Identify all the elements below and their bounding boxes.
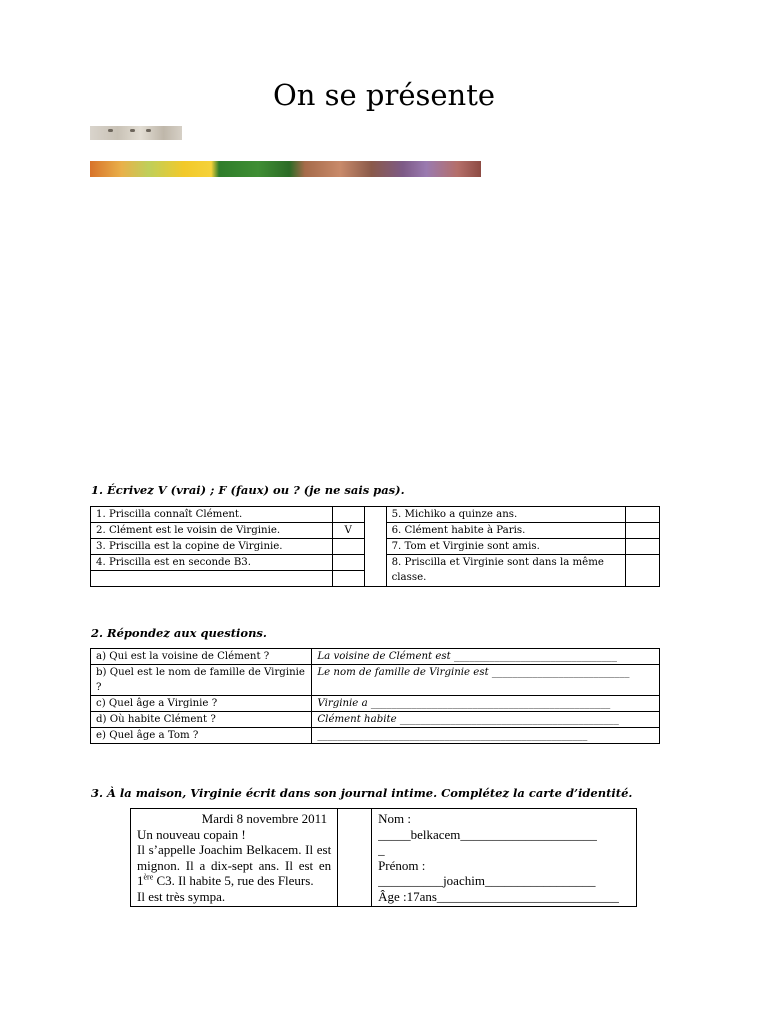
answer-field[interactable]: Le nom de famille de Virginie est ___________________________ (312, 665, 660, 696)
prenom-field[interactable]: __________joachim_________________ (378, 873, 596, 888)
statement: 8. Priscilla et Virginie sont dans la même classe. (386, 555, 626, 587)
photo-thumbnail (90, 126, 182, 140)
journal-body: Il s’appelle Joachim Belkacem. Il est mignon. Il a dix-sept ans. Il est en 1ère C3. Il habite 5, rue des Fleurs. (137, 842, 332, 888)
journal-line: Il est très sympa. (137, 888, 226, 904)
spacer-cell (338, 809, 372, 907)
photo-strip (90, 161, 481, 177)
answer-field[interactable]: _____________________________________________________ (312, 728, 660, 744)
section3-heading: 3. À la maison, Virginie écrit dans son journal intime. Complétez la carte d’identité. (91, 786, 633, 800)
answer-field[interactable]: Virginie a _______________________________________________ (312, 696, 660, 712)
age-field[interactable]: Âge :17ans____________________________ (378, 888, 619, 904)
nom-field[interactable]: _____belkacem_____________________ (378, 826, 597, 842)
question: d) Où habite Clément ? (91, 712, 312, 728)
answer-cell[interactable]: V (332, 523, 364, 539)
page-title: On se présente (272, 78, 496, 112)
journal-date: Mardi 8 novembre 2011 (201, 811, 328, 826)
spacer-cell (364, 507, 386, 587)
statement: 2. Clément est le voisin de Virginie. (91, 523, 333, 539)
section2-heading: 2. Répondez aux questions. (91, 626, 267, 640)
journal-entry (131, 809, 338, 907)
question: e) Quel âge a Tom ? (91, 728, 312, 744)
table-row (91, 696, 660, 712)
answer-cell[interactable] (332, 571, 364, 587)
answer-cell[interactable] (626, 539, 660, 555)
question: c) Quel âge a Virginie ? (91, 696, 312, 712)
identity-card-table (130, 808, 637, 907)
question: b) Quel est le nom de famille de Virginie ? (91, 665, 312, 696)
nom-label: Nom : (378, 811, 411, 826)
answer-cell[interactable] (626, 555, 660, 587)
prenom-label: Prénom : (378, 857, 426, 873)
statement: 5. Michiko a quinze ans. (386, 507, 626, 523)
answer-field[interactable]: Clément habite ___________________________________________ (312, 712, 660, 728)
question: a) Qui est la voisine de Clément ? (91, 649, 312, 665)
answer-cell[interactable] (332, 507, 364, 523)
answer-cell[interactable] (332, 555, 364, 571)
section1-heading: 1. Écrivez V (vrai) ; F (faux) ou ? (je ne sais pas). (91, 483, 405, 497)
statement: 1. Priscilla connaît Clément. (91, 507, 333, 523)
answer-field[interactable]: La voisine de Clément est ________________________________ (312, 649, 660, 665)
statement: 7. Tom et Virginie sont amis. (386, 539, 626, 555)
table-row (91, 507, 660, 523)
table-row (91, 649, 660, 665)
identity-card (372, 809, 637, 907)
statement: 4. Priscilla est en seconde B3. (91, 555, 333, 571)
table-row (131, 809, 637, 907)
journal-line: Un nouveau copain ! (137, 826, 246, 842)
photo-detail (146, 129, 151, 132)
nom-field-extra: _ (378, 842, 385, 857)
photo-detail (108, 129, 113, 132)
photo-detail (130, 129, 135, 132)
table-row (91, 728, 660, 744)
answer-cell[interactable] (626, 507, 660, 523)
answer-cell[interactable] (332, 539, 364, 555)
questions-table (90, 648, 660, 744)
statement: 3. Priscilla est la copine de Virginie. (91, 539, 333, 555)
table-row (91, 665, 660, 696)
true-false-table (90, 506, 660, 587)
answer-cell[interactable] (626, 523, 660, 539)
statement (91, 571, 333, 587)
table-row (91, 712, 660, 728)
statement: 6. Clément habite à Paris. (386, 523, 626, 539)
